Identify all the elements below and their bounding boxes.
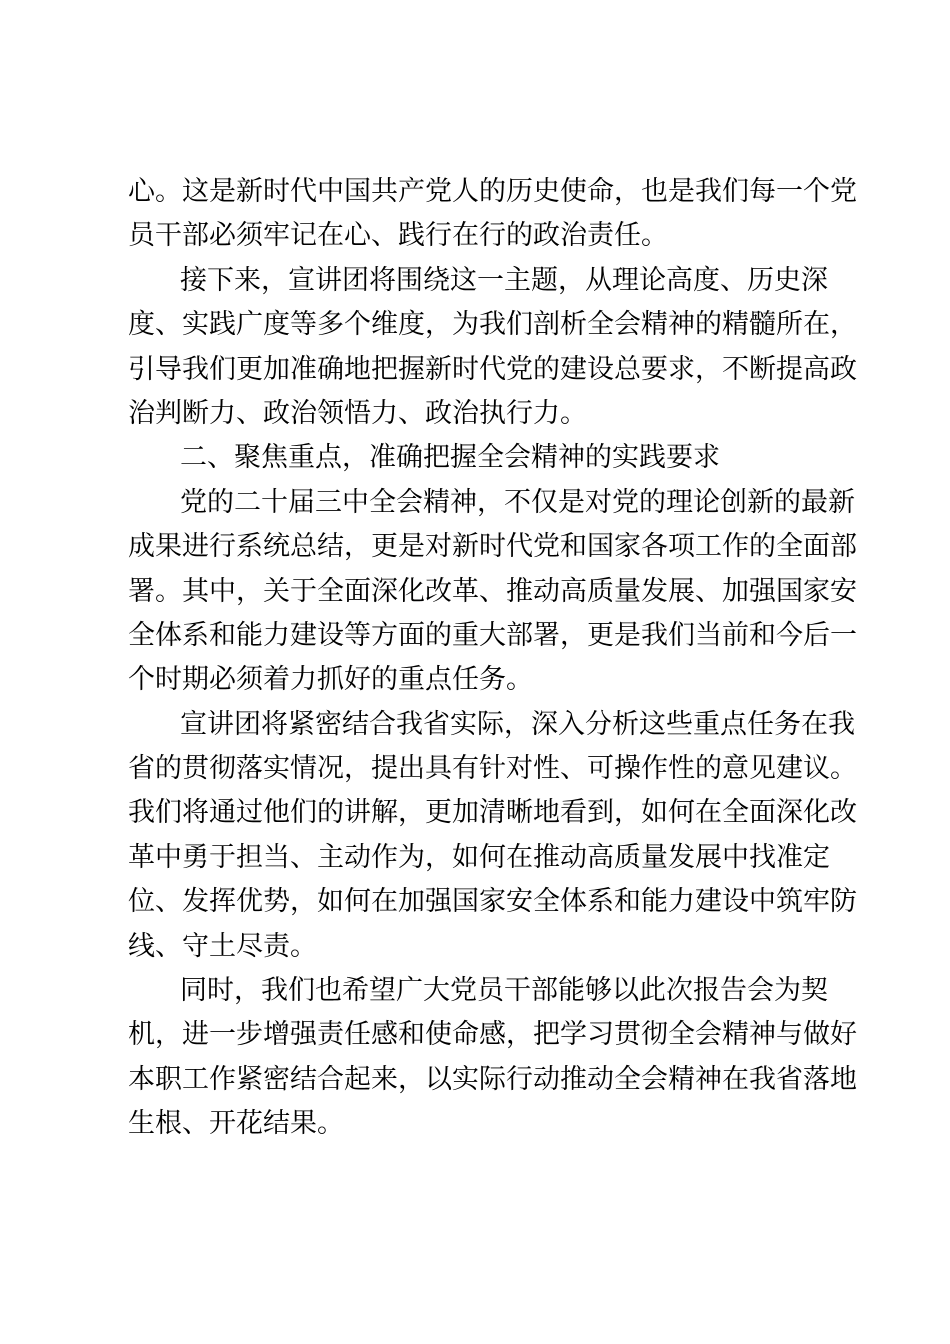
paragraph-4-line-4: 革中勇于担当、主动作为，如何在推动高质量发展中找准定 [128,841,830,873]
paragraph-4-line-5: 位、发挥优势，如何在加强国家安全体系和能力建设中筑牢防 [128,886,857,918]
paragraph-2-line-3: 引导我们更加准确地把握新时代党的建设总要求，不断提高政 [128,353,857,385]
paragraph-1-line-2: 员干部必须牢记在心、践行在行的政治责任。 [128,220,668,252]
paragraph-3-line-5: 个时期必须着力抓好的重点任务。 [128,664,533,696]
paragraph-3-line-1: 党的二十届三中全会精神，不仅是对党的理论创新的最新 [180,486,855,518]
paragraph-4-line-1: 宣讲团将紧密结合我省实际，深入分析这些重点任务在我 [180,708,855,740]
paragraph-4-line-2: 省的贯彻落实情况，提出具有针对性、可操作性的意见建议。 [128,753,857,785]
paragraph-3-line-3: 署。其中，关于全面深化改革、推动高质量发展、加强国家安 [128,575,857,607]
paragraph-3-line-4: 全体系和能力建设等方面的重大部署，更是我们当前和今后一 [128,619,857,651]
paragraph-2-line-2: 度、实践广度等多个维度，为我们剖析全会精神的精髓所在， [128,309,857,341]
paragraph-4-line-3: 我们将通过他们的讲解，更加清晰地看到，如何在全面深化改 [128,797,857,829]
paragraph-4-line-6: 线、守土尽责。 [128,930,317,962]
paragraph-5-line-4: 生根、开花结果。 [128,1108,344,1140]
paragraph-2-line-4: 治判断力、政治领悟力、政治执行力。 [128,397,587,429]
paragraph-1-line-1: 心。这是新时代中国共产党人的历史使命，也是我们每一个党 [128,176,857,207]
paragraph-5-line-1: 同时，我们也希望广大党员干部能够以此次报告会为契 [180,975,828,1007]
paragraph-5-line-3: 本职工作紧密结合起来，以实际行动推动全会精神在我省落地 [128,1063,857,1095]
paragraph-5-line-2: 机，进一步增强责任感和使命感，把学习贯彻全会精神与做好 [128,1019,857,1051]
paragraph-2-line-1: 接下来，宣讲团将围绕这一主题，从理论高度、历史深 [180,264,828,296]
section-heading: 二、聚焦重点，准确把握全会精神的实践要求 [180,442,720,474]
paragraph-3-line-2: 成果进行系统总结，更是对新时代党和国家各项工作的全面部 [128,531,857,563]
document-body [128,170,857,1147]
